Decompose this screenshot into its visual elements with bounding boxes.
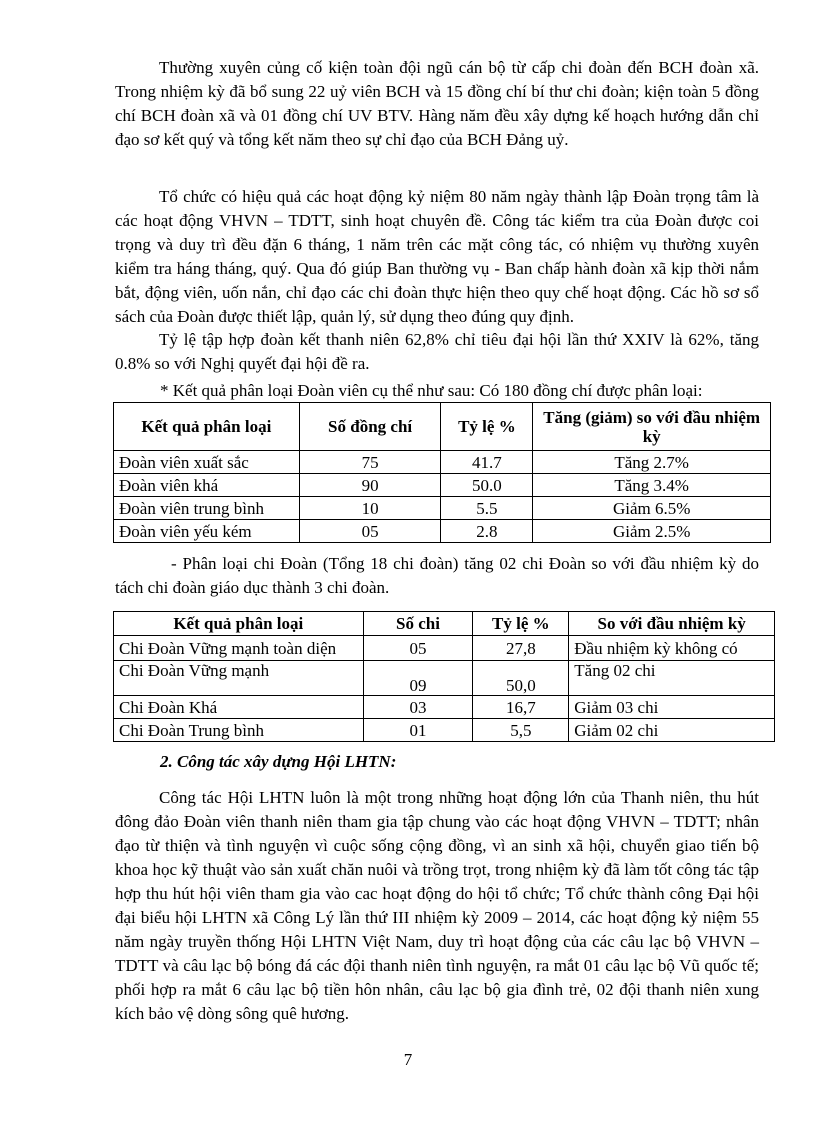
table-row [114,474,771,497]
column-header: Kết quả phân loại [114,612,364,636]
table-cell: Giảm 02 chi [569,719,775,742]
table-row [114,696,775,719]
table-header-row [114,403,771,451]
paragraph-hoi-lhtn: Công tác Hội LHTN luôn là một trong những hoạt động lớn của Thanh niên, thu hút đông đảo Đoàn viên thanh niên tham gia tập chung vào các hoạt động VHVN – TDTT; nhân đạo từ thiện và tình nguyện vì cuộc sống cộng đồng, vì an sinh xã hội, chuyển giao tiến bộ khoa học kỹ thuật vào sản xuất chăn nuôi và trồng trọt, trong nhiệm kỳ đã làm tốt công tác tập hợp thu hút hội viên tham gia vào cac hoạt động do hội tổ chức; Tổ chức thành công Đại hội đại biểu hội LHTN xã Công Lý lần thứ III nhiệm kỳ 2009 – 2014, các hoạt động kỷ niệm 55 năm ngày truyền thống Hội LHTN Việt Nam, duy trì hoạt động của các câu lạc bộ VHVN – TDTT và câu lạc bộ bóng đá các đội thanh niên tình nguyện, ra mắt 01 câu lạc bộ Vũ quốc tế; phối hợp ra mắt 6 câu lạc bộ tiền hôn nhân, câu lạc bộ gia đình trẻ, 02 đội thanh niên xung kích bảo vệ dòng sông quê hương. [115,788,759,1023]
table-cell: Chi Đoàn Trung bình [114,719,364,742]
paragraph-cadre: Thường xuyên củng cố kiện toàn đội ngũ cán bộ từ cấp chi đoàn đến BCH đoàn xã. Trong nhiệm kỳ đã bổ sung 22 uỷ viên BCH và 15 đồng chí bí thư chi đoàn; kiện toàn 5 đồng chí BCH đoàn xã và 01 đồng chí UV BTV. Hàng năm đều xây dựng kế hoạch hướng dẫn chỉ đạo sơ kết quý và tổng kết năm theo sự chỉ đạo của BCH Đảng uỷ. [115,58,759,149]
column-header: Tăng (giảm) so với đầu nhiệm kỳ [533,403,771,451]
table-row [114,497,771,520]
paragraph-rate: Tỷ lệ tập hợp đoàn kết thanh niên 62,8% chỉ tiêu đại hội lần thứ XXIV là 62%, tăng 0.8% so với Nghị quyết đại hội đề ra. [115,330,759,373]
table-cell: Đoàn viên khá [114,474,300,497]
table-row [114,719,775,742]
table-cell: 2.8 [441,520,533,543]
column-header: Tỷ lệ % [441,403,533,451]
table-cell: 75 [299,451,441,474]
table2-intro: - Phân loại chi Đoàn (Tổng 18 chi đoàn) tăng 02 chi Đoàn so với đầu nhiệm kỳ do tách chi đoàn giáo dục thành 3 chi đoàn. [115,554,759,597]
table-cell: 50.0 [441,474,533,497]
table-row [114,661,775,696]
table-cell: Giảm 6.5% [533,497,771,520]
table-cell: Chi Đoàn Khá [114,696,364,719]
table-cell: 05 [363,636,473,661]
table-cell: Giảm 03 chi [569,696,775,719]
column-header: Kết quả phân loại [114,403,300,451]
paragraph-activities: Tổ chức có hiệu quả các hoạt động kỷ niệm 80 năm ngày thành lập Đoàn trọng tâm là các hoạt động VHVN – TDTT, sinh hoạt chuyên đề. Công tác kiểm tra của Đoàn được coi trọng và duy trì đều đặn 6 tháng, 1 năm trên các mặt công tác, có nhiệm vụ thường xuyên kiểm tra háng tháng, quý. Qua đó giúp Ban thường vụ - Ban chấp hành đoàn xã kịp thời nắm bắt, động viên, uốn nắn, chỉ đạo các chi đoàn thực hiện theo quy chế hoạt động. Các hồ sơ sổ sách của Đoàn được thiết lập, quản lý, sử dụng theo đúng quy định. [115,187,759,326]
table-cell: Đoàn viên yếu kém [114,520,300,543]
table-cell: 09 [363,661,473,696]
table-cell: 41.7 [441,451,533,474]
table-cell: 5.5 [441,497,533,520]
branch-classification-table [113,611,775,742]
section-heading: 2. Công tác xây dựng Hội LHTN: [160,752,397,771]
table-cell: Tăng 3.4% [533,474,771,497]
table-row [114,520,771,543]
table-cell: 10 [299,497,441,520]
column-header: So với đầu nhiệm kỳ [569,612,775,636]
table1-intro: * Kết quả phân loại Đoàn viên cụ thể như sau: Có 180 đồng chí được phân loại: [160,381,703,400]
table-cell: 5,5 [473,719,569,742]
column-header: Tỷ lệ % [473,612,569,636]
table-cell: Đoàn viên trung bình [114,497,300,520]
table-cell: 03 [363,696,473,719]
table-row [114,451,771,474]
column-header: Số đồng chí [299,403,441,451]
table-cell: Đoàn viên xuất sắc [114,451,300,474]
table-cell: Chi Đoàn Vững mạnh toàn diện [114,636,364,661]
table-row [114,636,775,661]
page-number: 7 [403,1050,413,1069]
column-header: Số chi [363,612,473,636]
table-cell: 50,0 [473,661,569,696]
member-classification-table [113,402,771,543]
table-cell: 01 [363,719,473,742]
table-cell: Đầu nhiệm kỳ không có [569,636,775,661]
table-cell: 16,7 [473,696,569,719]
table-cell: 27,8 [473,636,569,661]
table-cell: Tăng 02 chi [569,661,775,696]
table-cell: Chi Đoàn Vững mạnh [114,661,364,696]
table-cell: 90 [299,474,441,497]
table-cell: 05 [299,520,441,543]
table-header-row [114,612,775,636]
table-cell: Giảm 2.5% [533,520,771,543]
table-cell: Tăng 2.7% [533,451,771,474]
